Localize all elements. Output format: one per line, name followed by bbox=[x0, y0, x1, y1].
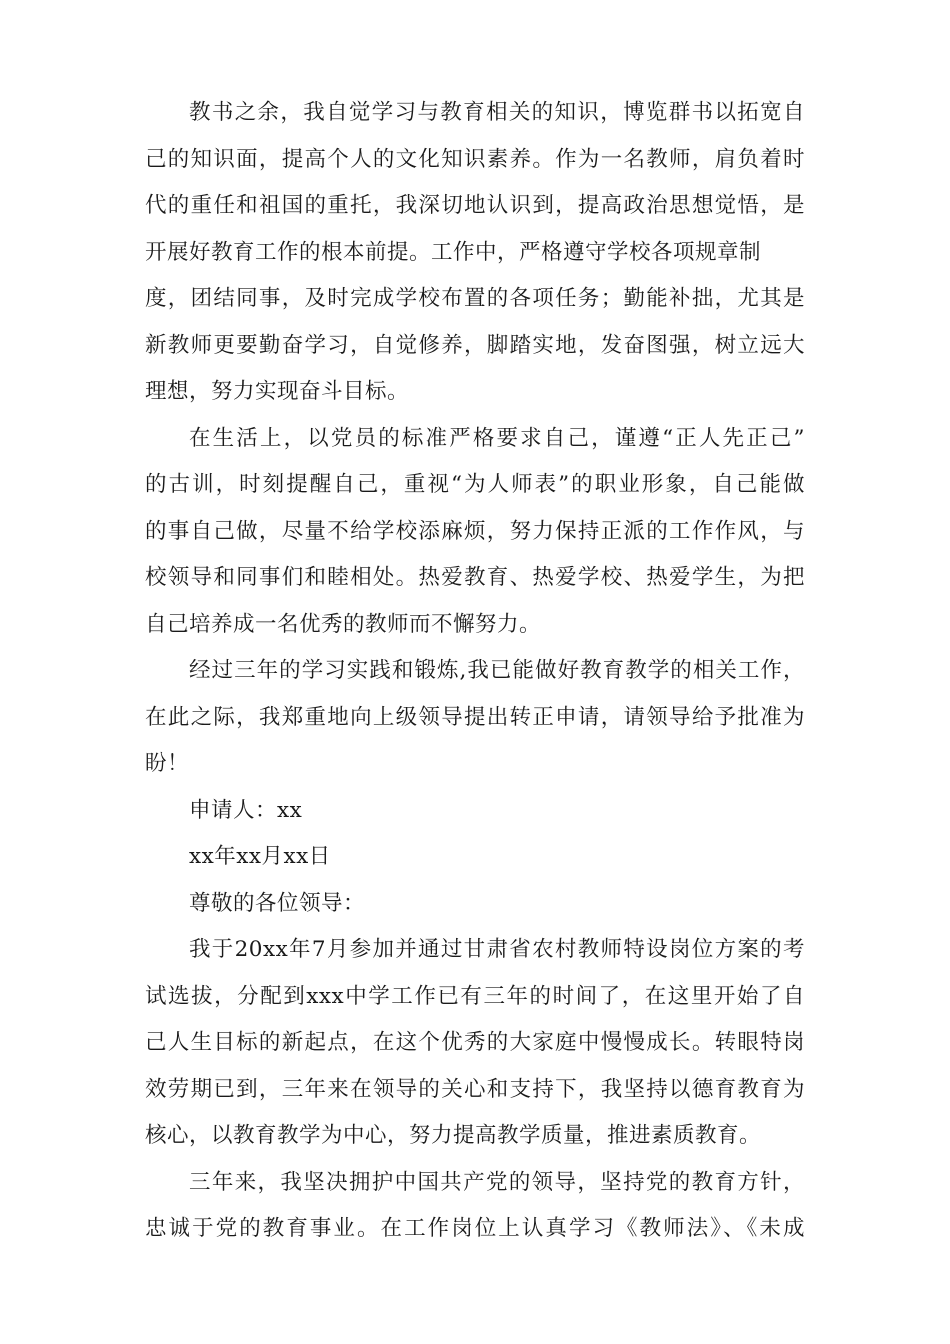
text-line: 经过三年的学习实践和锻炼,我已能做好教育教学的相关工作， bbox=[189, 658, 805, 683]
text-line: 在此之际，我郑重地向上级领导提出转正申请，请领导给予批准为 bbox=[145, 704, 805, 730]
text-line: 申请人：xx bbox=[189, 797, 303, 823]
text-line: 尊敬的各位领导： bbox=[189, 890, 366, 916]
text-line: xx年xx月xx日 bbox=[189, 844, 331, 869]
text-line: 的事自己做，尽量不给学校添麻烦，努力保持正派的工作作风，与 bbox=[145, 518, 805, 544]
text-line: 度，团结同事，及时完成学校布置的各项任务；勤能补拙，尤其是 bbox=[145, 286, 805, 311]
text-line: 代的重任和祖国的重托，我深切地认识到，提高政治思想觉悟，是 bbox=[145, 193, 805, 218]
text-line: 开展好教育工作的根本前提。工作中，严格遵守学校各项规章制 bbox=[145, 239, 762, 265]
text-line: 己人生目标的新起点，在这个优秀的大家庭中慢慢成长。转眼特岗 bbox=[145, 1030, 805, 1055]
text-line: 核心，以教育教学为中心，努力提高教学质量，推进素质教育。 bbox=[145, 1123, 762, 1148]
text-line: 在生活上，以党员的标准严格要求自己，谨遵“正人先正己” bbox=[189, 425, 805, 451]
text-line: 盼！ bbox=[145, 751, 190, 776]
text-line: 己的知识面，提高个人的文化知识素养。作为一名教师，肩负着时 bbox=[145, 146, 805, 172]
text-line: 新教师更要勤奋学习，自觉修养，脚踏实地，发奋图强，树立远大 bbox=[145, 332, 805, 358]
text-line: 自己培养成一名优秀的教师而不懈努力。 bbox=[145, 611, 542, 637]
text-line: 校领导和同事们和睦相处。热爱教育、热爱学校、热爱学生，为把 bbox=[145, 565, 805, 590]
text-line: 的古训，时刻提醒自己，重视“为人师表”的职业形象，自己能做 bbox=[145, 472, 805, 497]
document-body bbox=[145, 90, 805, 1253]
text-line: 试选拔，分配到xxx中学工作已有三年的时间了，在这里开始了自 bbox=[145, 983, 805, 1009]
text-line: 效劳期已到，三年来在领导的关心和支持下，我坚持以德育教育为 bbox=[145, 1076, 805, 1102]
text-line: 理想，努力实现奋斗目标。 bbox=[145, 379, 410, 404]
text-line: 忠诚于党的教育事业。在工作岗位上认真学习《教师法》、《未成 bbox=[145, 1216, 805, 1241]
text-line: 我于20xx年7月参加并通过甘肃省农村教师特设岗位方案的考 bbox=[189, 937, 805, 962]
text-line: 教书之余，我自觉学习与教育相关的知识，博览群书以拓宽自 bbox=[189, 100, 805, 125]
text-line: 三年来，我坚决拥护中国共产党的领导，坚持党的教育方针， bbox=[189, 1169, 805, 1195]
